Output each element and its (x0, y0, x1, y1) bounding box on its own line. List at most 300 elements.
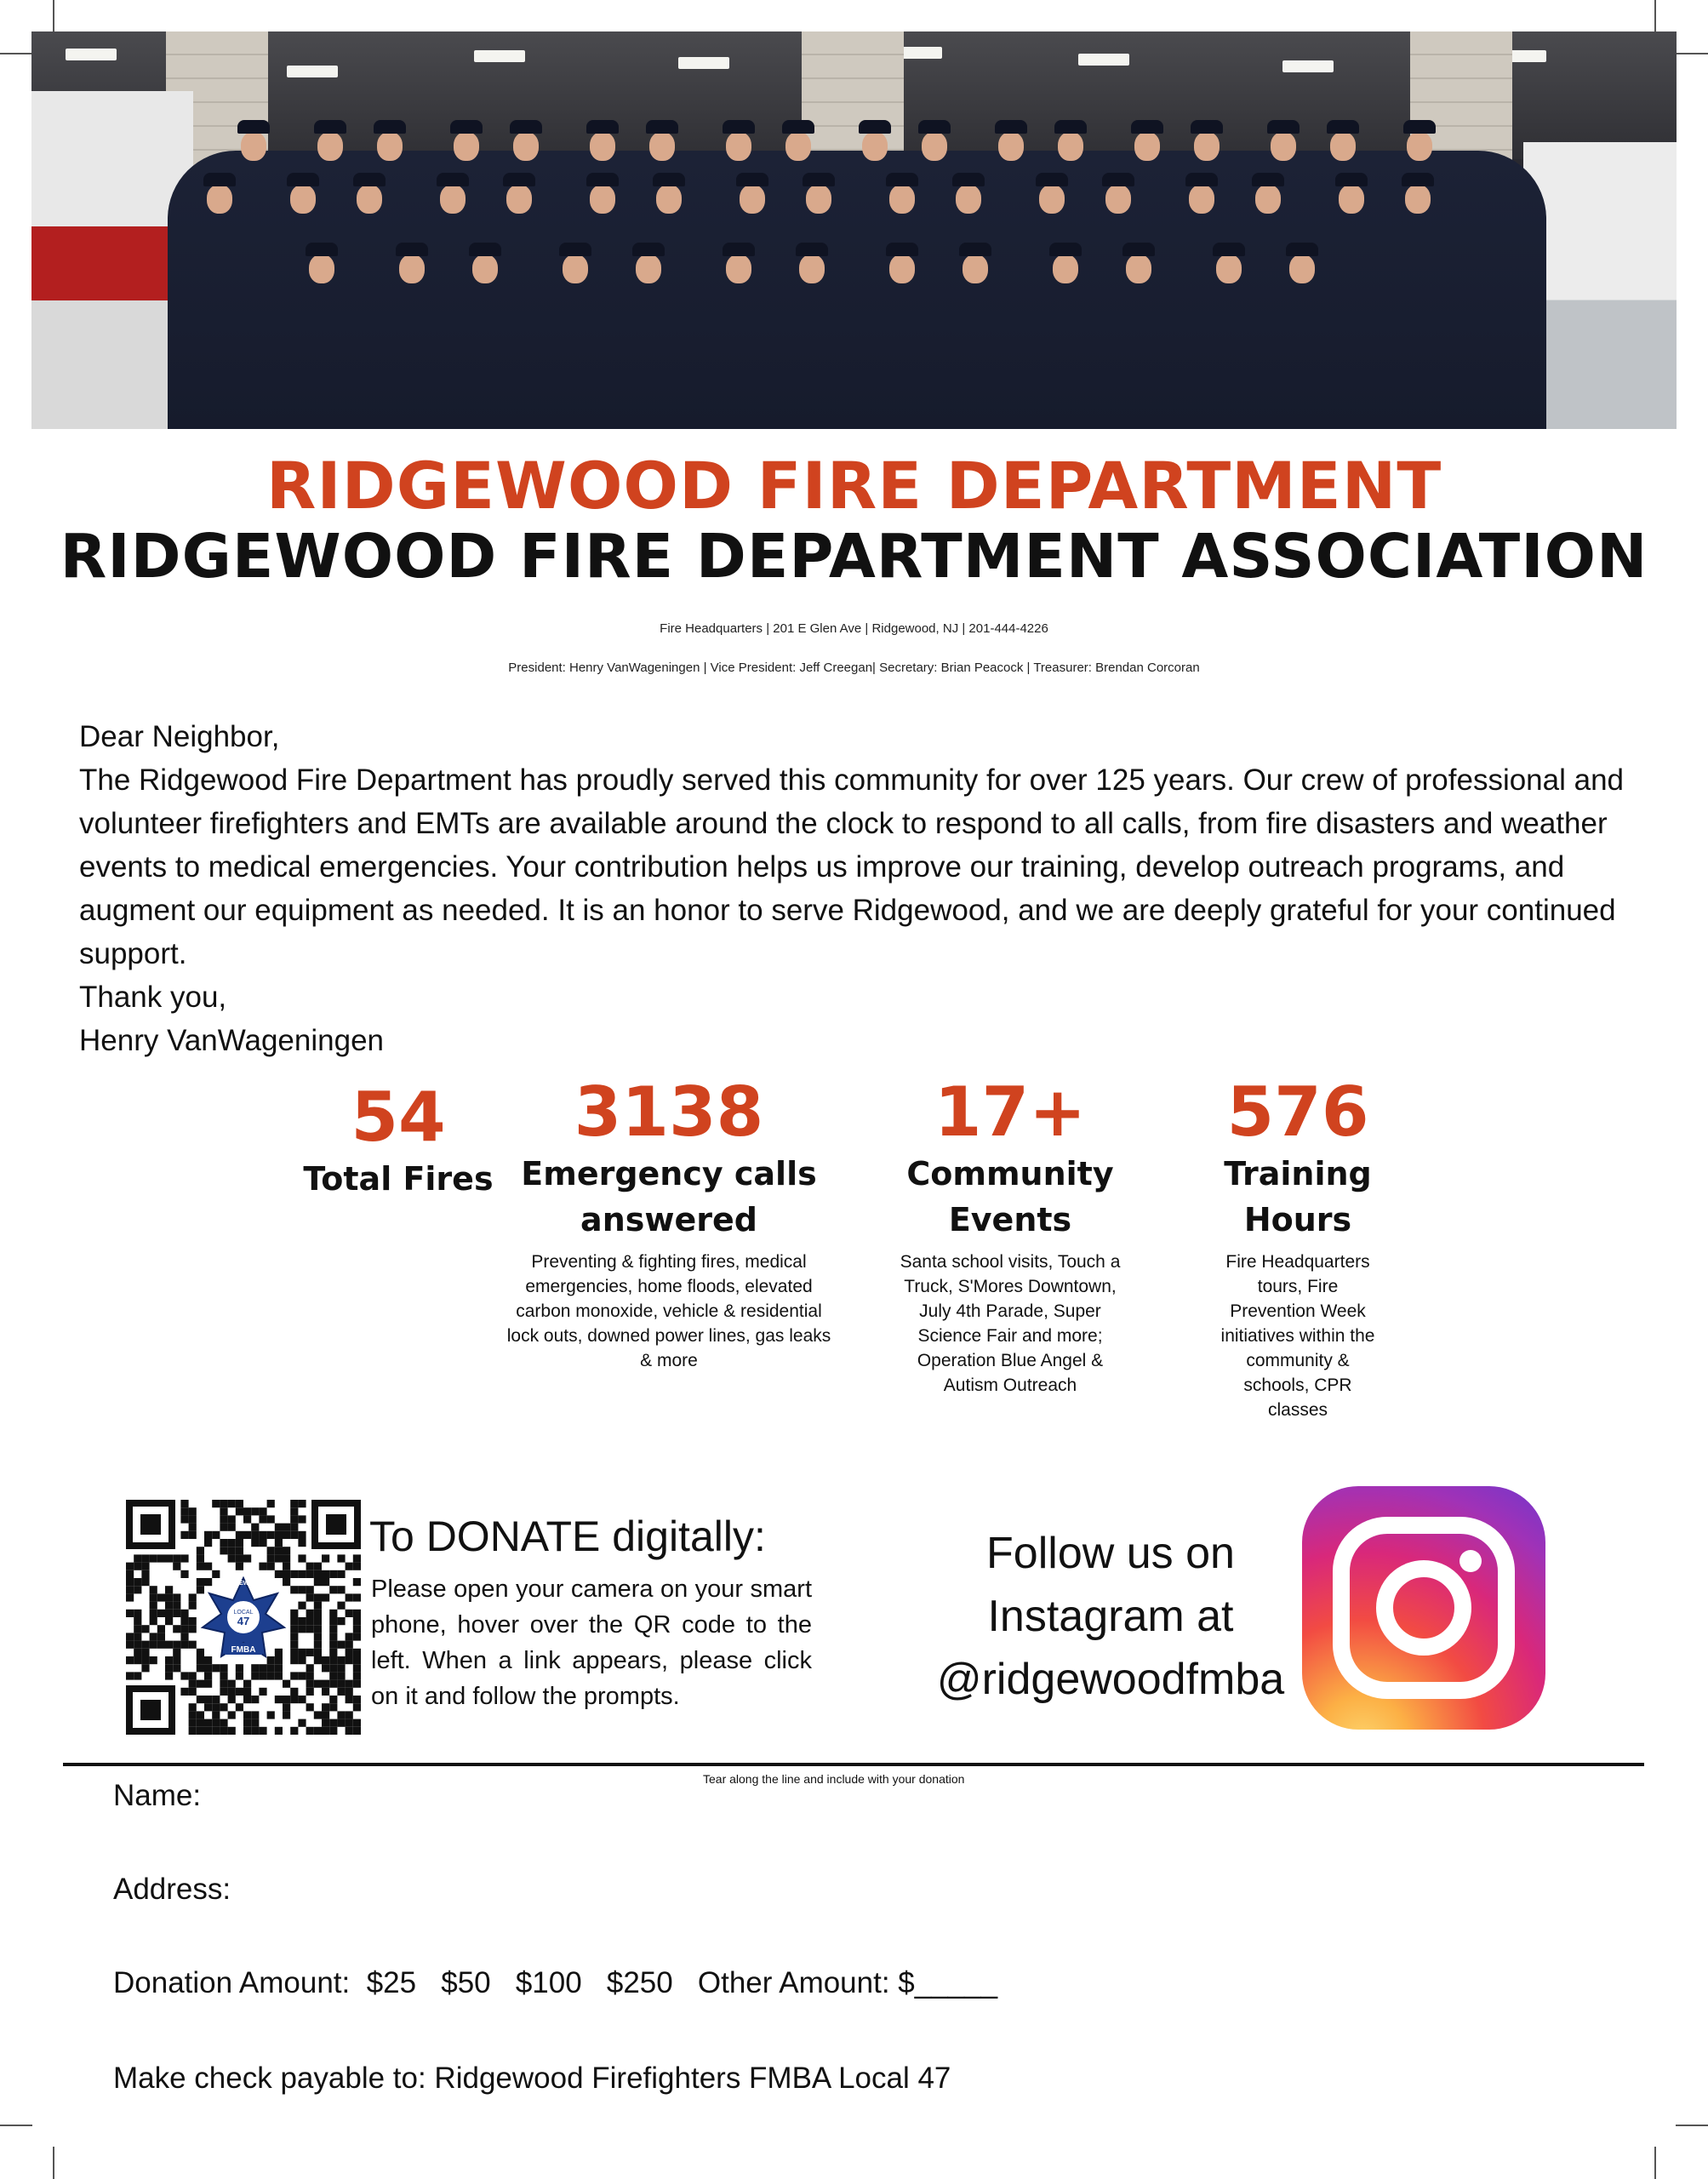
qr-module (259, 1563, 266, 1570)
firefighter-cap (396, 243, 428, 256)
qr-module (353, 1563, 361, 1570)
firefighter-face (1058, 132, 1083, 161)
qr-module (204, 1680, 212, 1688)
qr-module (329, 1703, 337, 1711)
firefighter-face (513, 132, 539, 161)
qr-module (329, 1610, 337, 1617)
qr-module (141, 1649, 149, 1656)
qr-module (275, 1547, 283, 1554)
qr-module (141, 1656, 149, 1664)
qr-module (134, 1641, 141, 1649)
qr-module (267, 1656, 275, 1664)
qr-module (314, 1633, 322, 1640)
qr-badge-bottom: FMBA (231, 1645, 256, 1655)
firefighter-cap (586, 173, 619, 186)
instagram-handle-text[interactable]: Follow us on Instagram at @ridgewoodfmba (936, 1529, 1285, 1704)
firefighter-cap (1054, 120, 1087, 134)
letter-greeting: Dear Neighbor, (79, 720, 280, 753)
qr-module (267, 1664, 275, 1672)
qr-finder (311, 1500, 361, 1549)
qr-module (275, 1531, 283, 1539)
qr-module (134, 1633, 141, 1640)
qr-module (306, 1593, 314, 1601)
qr-module (204, 1539, 212, 1547)
qr-module (314, 1610, 322, 1617)
qr-badge-top: RIDGEWOOD (224, 1581, 263, 1587)
qr-module (322, 1703, 329, 1711)
qr-module (298, 1617, 306, 1625)
qr-module (134, 1554, 141, 1562)
qr-module (267, 1554, 275, 1562)
qr-module (212, 1696, 220, 1703)
qr-module (180, 1554, 188, 1562)
qr-module (220, 1515, 227, 1523)
qr-module (236, 1500, 243, 1507)
qr-module (212, 1500, 220, 1507)
qr-module (180, 1515, 188, 1523)
qr-module (189, 1641, 197, 1649)
qr-module (126, 1563, 134, 1570)
qr-module (197, 1727, 204, 1735)
qr-module (322, 1688, 329, 1696)
qr-module (290, 1586, 298, 1593)
qr-module (283, 1570, 290, 1578)
crop-mark (53, 2147, 54, 2179)
firefighter-face (590, 185, 615, 214)
ceiling-light (66, 49, 117, 60)
qr-module (157, 1641, 165, 1649)
qr-module (353, 1649, 361, 1656)
firefighter-face (1039, 185, 1065, 214)
letter-closing: Thank you, (79, 981, 227, 1014)
qr-module (275, 1656, 283, 1664)
qr-module (329, 1641, 337, 1649)
qr-module (329, 1649, 337, 1656)
qr-module (346, 1696, 353, 1703)
qr-module (173, 1610, 180, 1617)
qr-module (290, 1531, 298, 1539)
qr-module (212, 1570, 220, 1578)
qr-module (353, 1610, 361, 1617)
firefighter-face (472, 255, 498, 283)
crop-mark (1654, 0, 1656, 32)
qr-module (314, 1578, 322, 1586)
qr-module (322, 1664, 329, 1672)
qr-module (180, 1633, 188, 1640)
qr-module (337, 1672, 345, 1679)
donation-qr-code[interactable] (126, 1500, 361, 1735)
qr-module (322, 1578, 329, 1586)
qr-module (165, 1641, 173, 1649)
qr-module (141, 1554, 149, 1562)
qr-module (236, 1703, 243, 1711)
qr-module (165, 1656, 173, 1664)
qr-module (353, 1696, 361, 1703)
qr-module (228, 1727, 236, 1735)
qr-module (306, 1649, 314, 1656)
firefighter-cap (450, 120, 483, 134)
qr-module (126, 1593, 134, 1601)
qr-module (298, 1602, 306, 1610)
qr-module (150, 1586, 157, 1593)
qr-module (290, 1617, 298, 1625)
qr-module (180, 1610, 188, 1617)
firefighter-face (317, 132, 343, 161)
qr-module (157, 1625, 165, 1633)
stat-description: Santa school visits, Touch a Truck, S'Mores Downtown, July 4th Parade, Super Science Fair and more; Operation Blue Angel & Autism Outreach (900, 1252, 1121, 1395)
qr-module (290, 1633, 298, 1640)
qr-module (346, 1680, 353, 1688)
firefighter-cap (314, 120, 346, 134)
firefighter-face (1105, 185, 1131, 214)
stat-label: Emergency calls answered (521, 1155, 817, 1238)
qr-module (243, 1554, 251, 1562)
qr-module (173, 1664, 180, 1672)
qr-module (346, 1656, 353, 1664)
qr-module (275, 1696, 283, 1703)
qr-module (337, 1664, 345, 1672)
qr-module (314, 1563, 322, 1570)
qr-module (290, 1515, 298, 1523)
donate-title: To DONATE digitally: (369, 1513, 766, 1560)
qr-module (306, 1586, 314, 1593)
qr-module (189, 1602, 197, 1610)
firefighter-cap (1122, 243, 1155, 256)
qr-module (298, 1515, 306, 1523)
qr-module (126, 1586, 134, 1593)
firefighter-face (454, 132, 479, 161)
qr-module (329, 1586, 337, 1593)
ceiling-light (287, 66, 338, 77)
qr-module (197, 1696, 204, 1703)
firefighter-cap (1335, 173, 1368, 186)
qr-badge-number: 47 (237, 1615, 250, 1627)
qr-module (290, 1500, 298, 1507)
firefighter-cap (886, 243, 918, 256)
qr-module (298, 1625, 306, 1633)
firefighter-face (799, 255, 825, 283)
qr-module (228, 1554, 236, 1562)
firefighter-cap (918, 120, 951, 134)
qr-module (173, 1641, 180, 1649)
qr-module (251, 1672, 259, 1679)
ceiling-light (1078, 54, 1129, 66)
firefighter-face (290, 185, 316, 214)
qr-module (134, 1625, 141, 1633)
firefighter-face (207, 185, 232, 214)
qr-module (322, 1554, 329, 1562)
instagram-icon[interactable] (1302, 1486, 1545, 1730)
firefighter-face (377, 132, 403, 161)
qr-module (228, 1539, 236, 1547)
qr-module (251, 1539, 259, 1547)
qr-module (134, 1610, 141, 1617)
group-photo (31, 31, 1677, 429)
qr-module (298, 1531, 306, 1539)
firefighter-cap (952, 173, 985, 186)
qr-module (243, 1711, 251, 1719)
qr-module (314, 1602, 322, 1610)
qr-module (220, 1703, 227, 1711)
qr-module (236, 1507, 243, 1515)
qr-module (275, 1664, 283, 1672)
stat-total-fires (298, 1079, 499, 1202)
qr-module (150, 1554, 157, 1562)
qr-module (290, 1727, 298, 1735)
qr-module (134, 1563, 141, 1570)
firefighter-face (636, 255, 661, 283)
qr-module (157, 1633, 165, 1640)
qr-module (189, 1680, 197, 1688)
firefighter-face (357, 185, 382, 214)
qr-module (267, 1672, 275, 1679)
qr-module (283, 1578, 290, 1586)
qr-module (141, 1625, 149, 1633)
qr-module (212, 1664, 220, 1672)
qr-module (189, 1524, 197, 1531)
qr-module (212, 1719, 220, 1727)
qr-module (329, 1633, 337, 1640)
firefighter-face (1339, 185, 1364, 214)
qr-module (251, 1524, 259, 1531)
qr-module (298, 1500, 306, 1507)
qr-module (306, 1610, 314, 1617)
qr-module (314, 1649, 322, 1656)
qr-module (259, 1539, 266, 1547)
qr-module (329, 1719, 337, 1727)
qr-module (353, 1703, 361, 1711)
stat-description: Preventing & fighting fires, medical emergencies, home floods, elevated carbon monoxide, vehicle & residential lock outs, downed power lines, gas leaks & more (506, 1252, 831, 1370)
qr-module (220, 1539, 227, 1547)
qr-module (197, 1664, 204, 1672)
firefighter-cap (782, 120, 814, 134)
crop-mark (0, 53, 32, 54)
qr-module (306, 1727, 314, 1735)
firefighter-face (563, 255, 588, 283)
qr-module (243, 1727, 251, 1735)
qr-module (337, 1641, 345, 1649)
qr-module (251, 1711, 259, 1719)
tear-note: Tear along the line and include with your donation (703, 1772, 965, 1786)
firefighter-cap (203, 173, 236, 186)
qr-module (275, 1524, 283, 1531)
qr-module (228, 1524, 236, 1531)
qr-module (275, 1554, 283, 1562)
qr-module (236, 1672, 243, 1679)
stat-number: 54 (351, 1078, 446, 1157)
firefighter-cap (859, 120, 891, 134)
qr-module (267, 1563, 275, 1570)
qr-module (353, 1680, 361, 1688)
qr-module (180, 1507, 188, 1515)
qr-module (204, 1578, 212, 1586)
qr-module (290, 1688, 298, 1696)
firefighter-cap (1286, 243, 1318, 256)
firefighter-face (726, 132, 751, 161)
qr-module (306, 1680, 314, 1688)
firefighter-face (963, 255, 988, 283)
name-field-label: Name: (113, 1779, 202, 1812)
qr-module (283, 1563, 290, 1570)
qr-module (298, 1696, 306, 1703)
firefighter-cap (1327, 120, 1359, 134)
qr-module (220, 1664, 227, 1672)
qr-module (298, 1554, 306, 1562)
qr-module (126, 1570, 134, 1578)
firefighter-cap (803, 173, 835, 186)
qr-module (189, 1711, 197, 1719)
qr-module (329, 1625, 337, 1633)
firefighter-cap (586, 120, 619, 134)
qr-module (180, 1625, 188, 1633)
qr-module (134, 1578, 141, 1586)
emergency-vehicle (1523, 142, 1677, 429)
qr-module (251, 1696, 259, 1703)
firefighter-cap (995, 120, 1027, 134)
firefighter-cap (1213, 243, 1245, 256)
tear-line (63, 1763, 1644, 1766)
qr-module (228, 1500, 236, 1507)
qr-module (322, 1593, 329, 1601)
qr-module (290, 1649, 298, 1656)
qr-module (180, 1641, 188, 1649)
qr-module (134, 1649, 141, 1656)
firefighter-face (1126, 255, 1151, 283)
qr-module (165, 1664, 173, 1672)
firefighter-face (998, 132, 1024, 161)
qr-module (243, 1696, 251, 1703)
qr-module (322, 1680, 329, 1688)
qr-module (322, 1570, 329, 1578)
qr-module (290, 1641, 298, 1649)
qr-module (306, 1570, 314, 1578)
firefighter-face (956, 185, 981, 214)
qr-module (212, 1727, 220, 1735)
firefighter-face (889, 255, 915, 283)
firefighter-cap (1185, 173, 1218, 186)
qr-module (228, 1680, 236, 1688)
qr-module (329, 1656, 337, 1664)
firefighter-face (506, 185, 532, 214)
qr-module (337, 1586, 345, 1593)
stat-label: Community Events (906, 1155, 1114, 1238)
qr-module (353, 1593, 361, 1601)
qr-module (204, 1696, 212, 1703)
qr-module (251, 1531, 259, 1539)
donation-amount-options: Donation Amount: $25 $50 $100 $250 Other Amount: $_____ (113, 1966, 998, 1999)
firefighter-face (922, 132, 947, 161)
qr-module (173, 1602, 180, 1610)
qr-module (329, 1672, 337, 1679)
ceiling-light (474, 50, 525, 62)
qr-module (236, 1688, 243, 1696)
firefighter-cap (1036, 173, 1068, 186)
firefighter-cap (287, 173, 319, 186)
qr-module (126, 1641, 134, 1649)
firefighter-face (1271, 132, 1296, 161)
firefighter-face (241, 132, 266, 161)
letter-body: The Ridgewood Fire Department has proudly served this community for over 125 years. Our crew of professional and volunteer firefighters and EMTs are available around the clock to respond to all calls, from fire disasters and weather events to medical emergencies. Your contribution helps us improve our training, develop outreach programs, and augment our equipment as needed. It is an honor to serve Ridgewood, and we are deeply grateful for your continued support. (79, 764, 1625, 970)
qr-module (197, 1563, 204, 1570)
qr-module (126, 1578, 134, 1586)
qr-module (259, 1507, 266, 1515)
qr-module (259, 1515, 266, 1523)
qr-module (220, 1547, 227, 1554)
qr-module (337, 1554, 345, 1562)
qr-module (283, 1531, 290, 1539)
qr-module (337, 1711, 345, 1719)
stat-label: Total Fires (303, 1160, 494, 1198)
qr-module (283, 1696, 290, 1703)
qr-module (220, 1719, 227, 1727)
qr-module (290, 1672, 298, 1679)
stat-number: 3138 (574, 1072, 764, 1152)
qr-module (212, 1531, 220, 1539)
qr-finder (126, 1500, 175, 1549)
qr-module (180, 1672, 188, 1679)
qr-module (290, 1696, 298, 1703)
qr-module (251, 1719, 259, 1727)
firefighter-face (1194, 132, 1220, 161)
qr-module (150, 1602, 157, 1610)
qr-module (337, 1680, 345, 1688)
firefighter-face (785, 132, 811, 161)
qr-module (353, 1719, 361, 1727)
firefighter-face (1255, 185, 1281, 214)
qr-module (337, 1719, 345, 1727)
qr-module (165, 1610, 173, 1617)
qr-module (204, 1664, 212, 1672)
qr-module (204, 1656, 212, 1664)
qr-module (180, 1617, 188, 1625)
firefighter-cap (1402, 173, 1434, 186)
qr-module (322, 1719, 329, 1727)
qr-module (197, 1719, 204, 1727)
crop-mark (1676, 53, 1708, 54)
qr-module (353, 1656, 361, 1664)
qr-module (329, 1570, 337, 1578)
qr-module (165, 1593, 173, 1601)
qr-module (134, 1586, 141, 1593)
qr-module (353, 1578, 361, 1586)
qr-module (353, 1633, 361, 1640)
crop-mark (1654, 2147, 1656, 2179)
qr-module (329, 1696, 337, 1703)
qr-module (267, 1531, 275, 1539)
qr-module (189, 1531, 197, 1539)
firefighter-cap (736, 173, 768, 186)
qr-module (189, 1507, 197, 1515)
qr-module (275, 1570, 283, 1578)
qr-module (337, 1617, 345, 1625)
firefighter-cap (237, 120, 270, 134)
qr-module (180, 1531, 188, 1539)
stat-emergency-calls (499, 1074, 839, 1373)
firefighter-face (440, 185, 466, 214)
qr-module (306, 1625, 314, 1633)
firefighter-cap (559, 243, 591, 256)
qr-module (236, 1563, 243, 1570)
qr-module (189, 1719, 197, 1727)
crop-mark (53, 0, 54, 32)
qr-module (259, 1531, 266, 1539)
qr-module (290, 1570, 298, 1578)
qr-module (165, 1672, 173, 1679)
qr-module (283, 1703, 290, 1711)
qr-module (189, 1703, 197, 1711)
qr-module (314, 1617, 322, 1625)
qr-module (243, 1719, 251, 1727)
